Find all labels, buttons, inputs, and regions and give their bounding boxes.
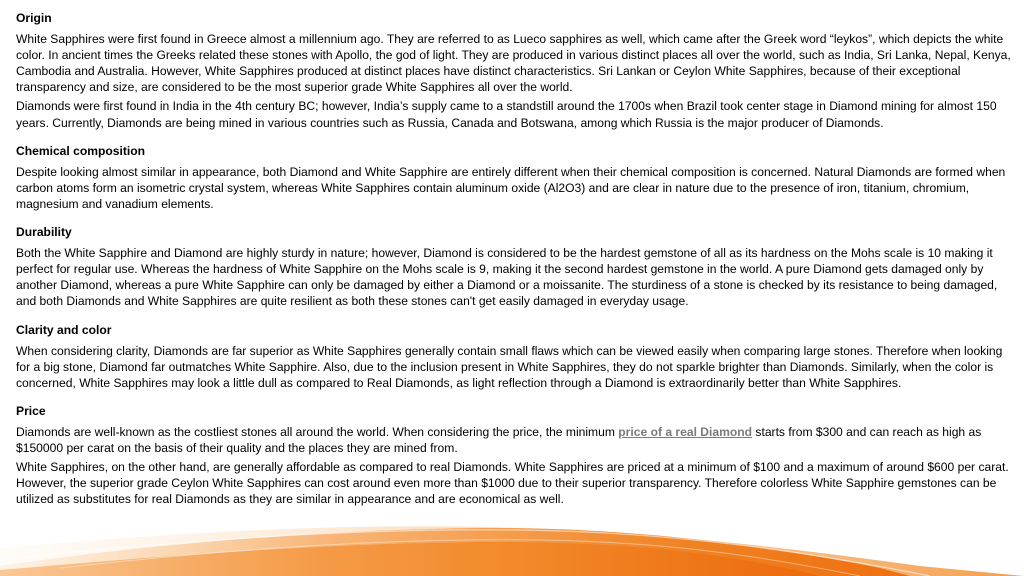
wave-layer-back <box>0 526 1024 576</box>
section-heading: Chemical composition <box>16 143 146 158</box>
wave-layer-front <box>0 542 820 576</box>
section-origin <box>16 10 1016 131</box>
paragraph: White Sapphires were first found in Greece almost a millennium ago. They are referred to as Lueco sapphires as well, which came after the Greek word “leykos”, which depicts the white color. In ancient times the Greeks related these stones with Apollo, the god of light. They are produced in various distinct places all over the world, such as India, Sri Lanka, Nepal, Kenya, Cambodia and Australia. However, White Sapphires produced at distinct places have distinct characteristics. Sri Lankan or Ceylon White Sapphires, because of their exceptional transparency and size, are considered to be the most superior grade White Sapphires all over the world. <box>16 32 1011 95</box>
section-heading: Durability <box>16 225 72 240</box>
wave-highlight-line-2 <box>60 540 860 576</box>
section-heading: Origin <box>16 11 52 25</box>
price-of-real-diamond-link[interactable]: price of a real Diamond <box>618 424 753 439</box>
wave-highlight-line <box>0 530 930 576</box>
paragraph <box>16 424 1016 456</box>
section-chemical-composition <box>16 143 1016 212</box>
section-durability <box>16 224 1016 309</box>
section-clarity-and-color <box>16 322 1016 391</box>
wave-layer-middle <box>0 528 910 576</box>
article-content <box>16 10 1016 519</box>
section-heading: Clarity and color <box>16 322 112 337</box>
paragraph: When considering clarity, Diamonds are far superior as White Sapphires generally contain small flaws which can be viewed easily when comparing large stones. Therefore when looking for a big stone, Diamond far outmatches White Sapphire. Also, due to the inclusion present in White Sapphires, they do not sparkle brighter than Diamonds. Similarly, when the color is concerned, White Sapphires may look a little dull as compared to Real Diamonds, as light reflection through a Diamond is extraordinarily better than White Sapphires. <box>16 343 1003 390</box>
paragraph-text: Diamonds are well-known as the costliest stones all around the world. When considering the price, the minimum <box>16 424 619 439</box>
paragraph: White Sapphires, on the other hand, are generally affordable as compared to real Diamonds. White Sapphires are priced at a minimum of $100 and a maximum of around $600 per carat. However, the superior grade Ceylon White Sapphires can cost around even more than $1000 due to their superior transparency. Therefore colorless White Sapphire gemstones can be utilized as substitutes for real Diamonds as they are similar in appearance and are economical as well. <box>16 460 1009 507</box>
paragraph: Despite looking almost similar in appearance, both Diamond and White Sapphire are entirely different when their chemical composition is concerned. Natural Diamonds are formed when carbon atoms form an isometric crystal system, whereas White Sapphires contain aluminum oxide (Al2O3) and are clear in nature due to the presence of iron, titanium, chromium, magnesium and vanadium elements. <box>16 164 1006 211</box>
section-heading: Price <box>16 403 46 418</box>
paragraph-text: starts from $300 and can reach as high as $150000 per carat on the basis of their quality and the places they are mined from. <box>16 424 982 456</box>
paragraph: Diamonds were first found in India in the 4th century BC; however, India’s supply came to a standstill around the 1700s when Brazil took center stage in Diamond mining for almost 150 years. Currently, Diamonds are being mined in various countries such as Russia, Canada and Botswana, among which Russia is the major producer of Diamonds. <box>16 99 997 130</box>
paragraph: Both the White Sapphire and Diamond are highly sturdy in nature; however, Diamond is considered to be the hardest gemstone of all as its hardness on the Mohs scale is 10 making it perfect for regular use. Whereas the hardness of White Sapphire on the Mohs scale is 9, making it the second hardest gemstone in the world. A pure Diamond gets damaged only by another Diamond, whereas a pure White Sapphire can only be damaged by either a Diamond or a moissanite. The sturdiness of a stone is checked by its resistance to being damaged, and both Diamonds and White Sapphires are quite resilient as both these stones can't get easily damaged in everyday usage. <box>16 246 998 309</box>
section-price <box>16 403 1016 508</box>
